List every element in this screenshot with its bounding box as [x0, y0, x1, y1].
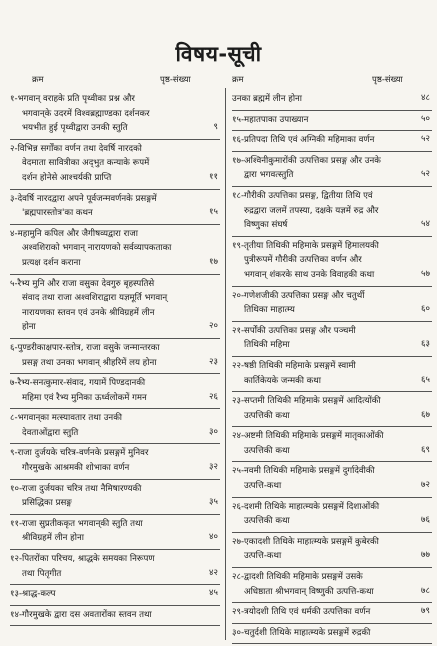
- toc-entry-page-number: ५२: [421, 134, 430, 145]
- toc-entry-line: १८-गौरीकी उत्पत्तिका प्रसङ्ग, द्वितीया तिथि एवं: [232, 190, 373, 201]
- toc-entry-line: ४-महामुनि कपिल और जैगीषव्यद्वारा राजा: [10, 228, 138, 239]
- toc-entry-line: २५-नवमी तिथिकी महिमाके प्रसङ्गमें दुर्गादेवीकी: [232, 466, 375, 477]
- toc-entry-page-number: ९: [213, 122, 218, 133]
- toc-entry: [10, 608, 220, 627]
- toc-entry-line: तिथिकी महिमा: [244, 340, 290, 351]
- toc-entry-page-number: ५७: [421, 268, 430, 279]
- toc-entry: [10, 482, 220, 515]
- toc-entry: [232, 500, 432, 533]
- toc-entry-line: प्रत्यक्ष दर्शन कराना: [22, 257, 81, 268]
- toc-entry-line: रुद्रद्वारा जलमें तपस्या, दक्षके यज्ञमें रुद्र और: [244, 205, 379, 216]
- toc-entry-page-number: ७७: [421, 550, 430, 561]
- toc-entry-line: २७-एकादशी तिथिके माहात्म्यके प्रसङ्गमें कुबेरकी: [232, 536, 379, 547]
- toc-entry: [232, 570, 432, 603]
- toc-entry-page-number: २०: [209, 321, 218, 332]
- toc-entry: [10, 517, 220, 550]
- toc-entry-line: उनका ब्रह्ममें लीन होना: [232, 94, 303, 104]
- toc-entry-line: तिथिका माहात्म्य: [244, 305, 295, 316]
- toc-entry-page-number: ७६: [421, 515, 430, 526]
- toc-entry-line: भयभीत हुई पृथ्वीद्वारा उनकी स्तुति: [22, 123, 128, 134]
- toc-entry-page-number: ४२: [209, 567, 218, 578]
- toc-entry-line: २६-दशमी तिथिके माहात्म्यके प्रसङ्गमें दिशाओंकी: [232, 501, 380, 512]
- toc-entry-line: १७-अश्विनीकुमारोंकी उत्पत्तिका प्रसङ्ग और उनके: [232, 155, 381, 166]
- toc-entry-page-number: ५२: [421, 169, 430, 180]
- toc-entry: [232, 289, 432, 322]
- toc-entry-line: १२-पितरोंका परिचय, श्राद्धके समयका निरूपण: [10, 554, 155, 565]
- toc-entry-page-number: १७: [209, 256, 218, 267]
- toc-entry-page-number: ५०: [421, 113, 430, 124]
- toc-entry: [10, 341, 220, 374]
- toc-entry-page-number: १५: [209, 207, 218, 218]
- toc-entry-line: महिमा एवं रैभ्य मुनिका ऊर्ध्वलोकमें गमन: [22, 392, 147, 403]
- toc-entry: [10, 92, 220, 140]
- toc-entry: [232, 239, 432, 287]
- toc-entry-line: १६-प्रतिपदा तिथि एवं अग्निकी महिमाका वर्णन: [232, 135, 375, 146]
- toc-entry-line: नारायणका स्तवन एवं उनके श्रीविग्रहमें लीन: [22, 307, 155, 318]
- toc-entry: [10, 277, 220, 339]
- toc-entry-line: 'ब्रह्मपारस्तोत्र'का कथन: [22, 208, 93, 219]
- toc-entry: [232, 154, 432, 187]
- toc-entry-page-number: ३५: [209, 497, 218, 508]
- toc-entry-line: तथा पितृगीत: [22, 568, 62, 579]
- toc-entry: [232, 394, 432, 427]
- toc-entry-line: ६-पुण्डरीकाक्षपार-स्तोत्र, राजा वसुके जन्मान्तरका: [10, 342, 160, 353]
- column-divider: [225, 88, 226, 640]
- right-header-kram: क्रम: [232, 75, 244, 85]
- toc-entry-line: संवाद तथा राजा अश्वशिराद्वारा यज्ञमूर्ति भगवान्: [22, 293, 168, 304]
- toc-entry-line: १५-महातपाका उपाख्यान: [232, 114, 309, 125]
- toc-entry: [232, 113, 432, 132]
- toc-entry-page-number: ४८: [421, 93, 430, 103]
- toc-entry-line: द्वारा भगवत्स्तुति: [244, 170, 294, 181]
- toc-entry-line: उत्पत्ति-कथा: [244, 481, 282, 492]
- toc-entry-line: २८-द्वादशी तिथिकी महिमाके प्रसङ्गमें उसके: [232, 572, 363, 583]
- toc-entry: [232, 92, 432, 111]
- toc-entry-line: २-विभिन्न सर्गोंका वर्णन तथा देवर्षि नारदको: [10, 143, 142, 154]
- left-header-page: पृष्ठ-संख्या: [160, 75, 191, 85]
- toc-entry-line: २२-षष्ठी तिथिकी महिमाके प्रसङ्गमें स्वामी: [232, 360, 356, 371]
- toc-entry-page-number: ४५: [209, 588, 218, 599]
- toc-entry-page-number: ६३: [421, 339, 430, 350]
- toc-entry-line: ३०-चतुर्दशी तिथिके माहात्म्यके प्रसङ्गमें रुद्रकी: [232, 627, 371, 638]
- toc-entry: [232, 359, 432, 392]
- toc-entry: [232, 464, 432, 497]
- toc-entry-line: अधिष्ठाता श्रीभगवान् विष्णुकी उत्पत्ति-कथा: [244, 586, 374, 597]
- toc-entry: [232, 429, 432, 462]
- left-header-kram: क्रम: [32, 75, 44, 85]
- toc-entry: [10, 227, 220, 275]
- toc-entry-line: ११-राजा सुप्रतीककृत भगवान्‌की स्तुति तथा: [10, 518, 143, 529]
- toc-entry-page-number: ४०: [209, 532, 218, 543]
- toc-entry-line: १९-तृतीया तिथिकी महिमाके प्रसङ्गमें हिमालयकी: [232, 240, 379, 251]
- toc-entry-page-number: ३०: [209, 426, 218, 437]
- right-column: [232, 92, 432, 646]
- toc-entry-line: भगवान्‌के उदरमें विश्वब्रह्माण्डका दर्शनकर: [22, 108, 150, 119]
- toc-entry: [10, 446, 220, 479]
- toc-entry-line: ७-रैभ्य-सनत्कुमार-संवाद, गयामें पिण्डदानकी: [10, 378, 146, 389]
- toc-entry: [232, 626, 432, 645]
- toc-entry-page-number: २३: [209, 356, 218, 367]
- toc-entry-page-number: ६०: [421, 304, 430, 315]
- toc-entry-line: पुत्रीरूपमें गौरीकी उत्पत्तिका वर्णन और: [244, 255, 362, 266]
- toc-entry-line: वेदमाता सावित्रीका अद्‌भुत कन्याके रूपमें: [22, 158, 150, 169]
- toc-entry-line: श्रीविग्रहमें लीन होना: [22, 533, 84, 544]
- toc-entry-line: उत्पत्तिकी कथा: [244, 516, 290, 527]
- toc-entry: [232, 535, 432, 568]
- toc-entry-line: १३-श्राद्ध-कल्प: [10, 589, 56, 600]
- toc-entry: [232, 189, 432, 237]
- toc-entry-page-number: ६७: [421, 409, 430, 420]
- left-column: [10, 92, 220, 628]
- toc-entry-page-number: ३२: [209, 462, 218, 473]
- toc-entry-line: २१-सर्पोंकी उत्पत्तिका प्रसङ्ग और पञ्चमी: [232, 325, 356, 336]
- toc-entry-line: ३-देवर्षि नारदद्वारा अपने पूर्वजन्मवर्णनके प्रसङ्गमें: [10, 193, 157, 204]
- toc-entry-line: २९-त्रयोदशी तिथि एवं धर्मकी उत्पत्तिका वर्णन: [232, 607, 371, 618]
- toc-entry-line: १०-राजा दुर्जयका चरित्र तथा नैमिषारण्यकी: [10, 483, 142, 494]
- toc-entry: [232, 133, 432, 152]
- toc-entry-page-number: ७२: [421, 480, 430, 491]
- toc-entry-line: ८-भगवान्‌का मत्स्यावतार तथा उनकी: [10, 413, 123, 424]
- toc-entry-line: प्रसिद्धिका प्रसङ्ग: [22, 498, 72, 509]
- toc-entry-line: प्रसङ्ग तथा उनका भगवान् श्रीहरिमें लय होना: [22, 357, 157, 368]
- toc-entry-line: दर्शन होनेसे आश्चर्यकी प्राप्ति: [22, 172, 112, 183]
- toc-entry-line: अश्वशिराको भगवान् नारायणको सर्वव्यापकताका: [22, 243, 172, 254]
- toc-entry-line: कार्तिकेयके जन्मकी कथा: [244, 375, 321, 386]
- toc-entry-line: २३-सप्तमी तिथिकी महिमाके प्रसङ्गमें आदित्योंकी: [232, 396, 381, 407]
- toc-entry: [10, 552, 220, 585]
- toc-entry-line: ९-राजा दुर्जयके चरित्र-वर्णनके प्रसङ्गमें मुनिवर: [10, 448, 149, 459]
- toc-entry: [10, 587, 220, 606]
- toc-entry: [10, 192, 220, 225]
- toc-entry-page-number: ६९: [421, 444, 430, 455]
- toc-entry-page-number: ११: [209, 171, 218, 182]
- page-title: विषय-सूची: [175, 42, 262, 66]
- toc-entry-line: उत्पत्ति-कथा: [244, 551, 282, 562]
- toc-entry: [10, 376, 220, 409]
- toc-entry: [10, 411, 220, 444]
- toc-entry-line: होना: [22, 322, 36, 333]
- toc-entry: [232, 324, 432, 357]
- toc-entry-line: २०-गणेशजीकी उत्पत्तिका प्रसङ्ग और चतुर्थी: [232, 290, 365, 301]
- toc-entry: [10, 142, 220, 190]
- toc-entry-line: १-भगवान् वराहके प्रति पृथ्वीका प्रश्न और: [10, 94, 135, 104]
- toc-entry-line: १४-गौरमुखके द्वारा दस अवतारोंका स्तवन तथा: [10, 609, 152, 620]
- toc-entry-line: देवताओंद्वारा स्तुति: [22, 427, 79, 438]
- toc-entry-line: ५-रैभ्य मुनि और राजा वसुका देवगुरु बृहस्पतिसे: [10, 278, 155, 289]
- right-header-page: पृष्ठ-संख्या: [372, 75, 403, 85]
- toc-entry-line: उत्पत्तिकी कथा: [244, 445, 290, 456]
- toc-entry-page-number: ५४: [421, 219, 430, 230]
- toc-entry-page-number: ७९: [421, 606, 430, 617]
- toc-entry-page-number: २६: [209, 391, 218, 402]
- toc-entry: [232, 605, 432, 624]
- toc-entry-line: विष्णुका संघर्ष: [244, 220, 288, 231]
- toc-entry-line: उत्पत्तिकी कथा: [244, 410, 290, 421]
- toc-entry-page-number: ७८: [421, 585, 430, 596]
- toc-entry-line: २४-अष्टमी तिथिकी महिमाके प्रसङ्गमें मातृकाओंकी: [232, 431, 384, 442]
- toc-entry-line: गौरमुखके आश्रमकी शोभाका वर्णन: [22, 463, 130, 474]
- toc-entry-line: भगवान् शंकरके साथ उनके विवाहकी कथा: [244, 269, 375, 280]
- toc-entry-page-number: ६५: [421, 374, 430, 385]
